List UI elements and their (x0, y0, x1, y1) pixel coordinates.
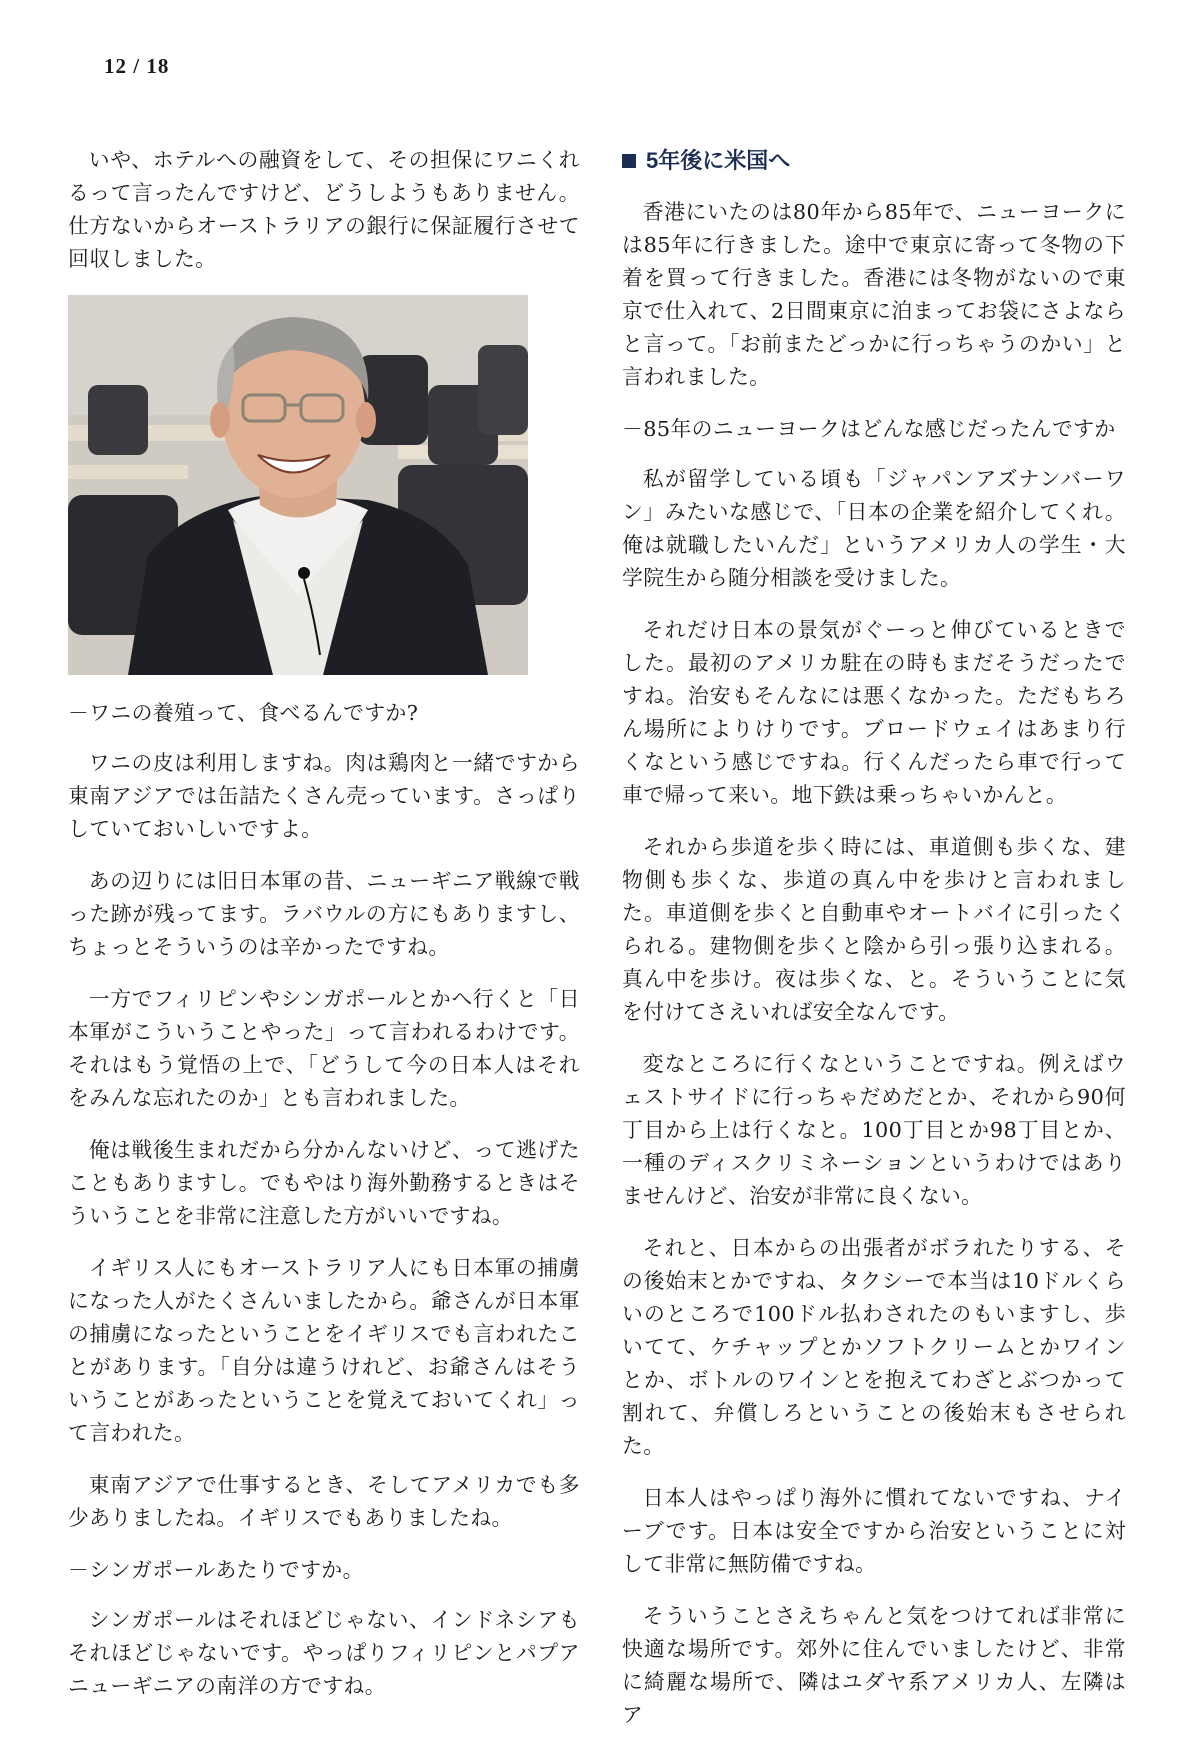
question: －85年のニューヨークはどんな感じだったんですか (622, 417, 1116, 441)
paragraph: 東南アジアで仕事するとき、そしてアメリカでも多少ありましたね。イギリスでもありましたね。 (68, 1473, 580, 1530)
paragraph: それと、日本からの出張者がボラれたりする、その後始末とかですね、タクシーで本当は10ドルくらいのところで100ドル払わされたのもいますし、歩いてて、ケチャップとかソフトクリームとかワインとか、ボトルのワインとを抱えてわざとぶつかって割れて、弁償しろということの後始末もさせられた。 (622, 1236, 1126, 1458)
page-number: 12 / 18 (104, 54, 170, 78)
paragraph: イギリス人にもオーストラリア人にも日本軍の捕虜になった人がたくさんいましたから。爺さんが日本軍の捕虜になったということをイギリスでも言われたことがあります。「自分は違うけれど、お爺さんはそういうことがあったということを覚えておいてくれ」って言われた。 (68, 1256, 580, 1445)
paragraph: ワニの皮は利用しますね。肉は鶏肉と一緒ですから東南アジアでは缶詰たくさん売っています。さっぱりしていておいしいですよ。 (68, 751, 580, 841)
square-bullet-icon (622, 154, 636, 168)
left-column (68, 144, 580, 1722)
section-heading-text: 5年後に米国へ (646, 148, 791, 173)
section-heading (622, 144, 1126, 178)
paragraph: それだけ日本の景気がぐーっと伸びているときでした。最初のアメリカ駐在の時もまだそうだったですね。治安もそんなには悪くなかった。ただもちろん場所によりけりです。ブロードウェイはあまり行くなという感じですね。行くんだったら車で行って車で帰って来い。地下鉄は乗っちゃいかんと。 (622, 618, 1126, 807)
paragraph: あの辺りには旧日本軍の昔、ニューギニア戦線で戦った跡が残ってます。ラバウルの方にもありますし、ちょっとそういうのは辛かったですね。 (68, 869, 580, 959)
paragraph: それから歩道を歩く時には、車道側も歩くな、建物側も歩くな、歩道の真ん中を歩けと言われました。車道側を歩くと自動車やオートバイに引ったくられる。建物側を歩くと陰から引っ張り込まれる。真ん中を歩け。夜は歩くな、と。そういうことに気を付けてさえいれば安全なんです。 (622, 835, 1126, 1024)
paragraph: 変なところに行くなということですね。例えばウェストサイドに行っちゃだめだとか、それから90何丁目から上は行くなと。100丁目とか98丁目とか、一種のディスクリミネーションというわけではありませんけど、治安が非常に良くない。 (622, 1052, 1126, 1208)
paragraph: 俺は戦後生まれだから分かんないけど、って逃げたこともありますし。でもやはり海外勤務するときはそういうことを非常に注意した方がいいですね。 (68, 1138, 580, 1228)
paragraph: いや、ホテルへの融資をして、その担保にワニくれるって言ったんですけど、どうしようもありません。仕方ないからオーストラリアの銀行に保証履行させて回収しました。 (68, 148, 580, 271)
interviewee-photo-illustration (68, 295, 528, 675)
paragraph: 私が留学している頃も「ジャパンアズナンバーワン」みたいな感じで、「日本の企業を紹介してくれ。俺は就職したいんだ」というアメリカ人の学生・大学院生から随分相談を受けました。 (622, 467, 1126, 590)
paragraph: そういうことさえちゃんと気をつけてれば非常に快適な場所です。郊外に住んでいましたけど、非常に綺麗な場所で、隣はユダヤ系アメリカ人、左隣はア (622, 1604, 1126, 1727)
question: －シンガポールあたりですか。 (68, 1558, 364, 1582)
paragraph: 香港にいたのは80年から85年で、ニューヨークには85年に行きました。途中で東京に寄って冬物の下着を買って行きました。香港には冬物がないので東京で仕入れて、2日間東京に泊まってお袋にさよならと言って。「お前またどっかに行っちゃうのかい」と言われました。 (622, 200, 1126, 389)
right-column (622, 144, 1126, 1751)
interview-photo (68, 295, 528, 675)
paragraph: 日本人はやっぱり海外に慣れてないですね、ナイーブです。日本は安全ですから治安ということに対して非常に無防備ですね。 (622, 1486, 1126, 1576)
paragraph: シンガポールはそれほどじゃない、インドネシアもそれほどじゃないです。やっぱりフィリピンとパプアニューギニアの南洋の方ですね。 (68, 1608, 580, 1698)
question: －ワニの養殖って、食べるんですか? (68, 701, 419, 725)
paragraph: 一方でフィリピンやシンガポールとかへ行くと「日本軍がこういうことやった」って言われるわけです。それはもう覚悟の上で、「どうして今の日本人はそれをみんな忘れたのか」とも言われました。 (68, 987, 580, 1110)
